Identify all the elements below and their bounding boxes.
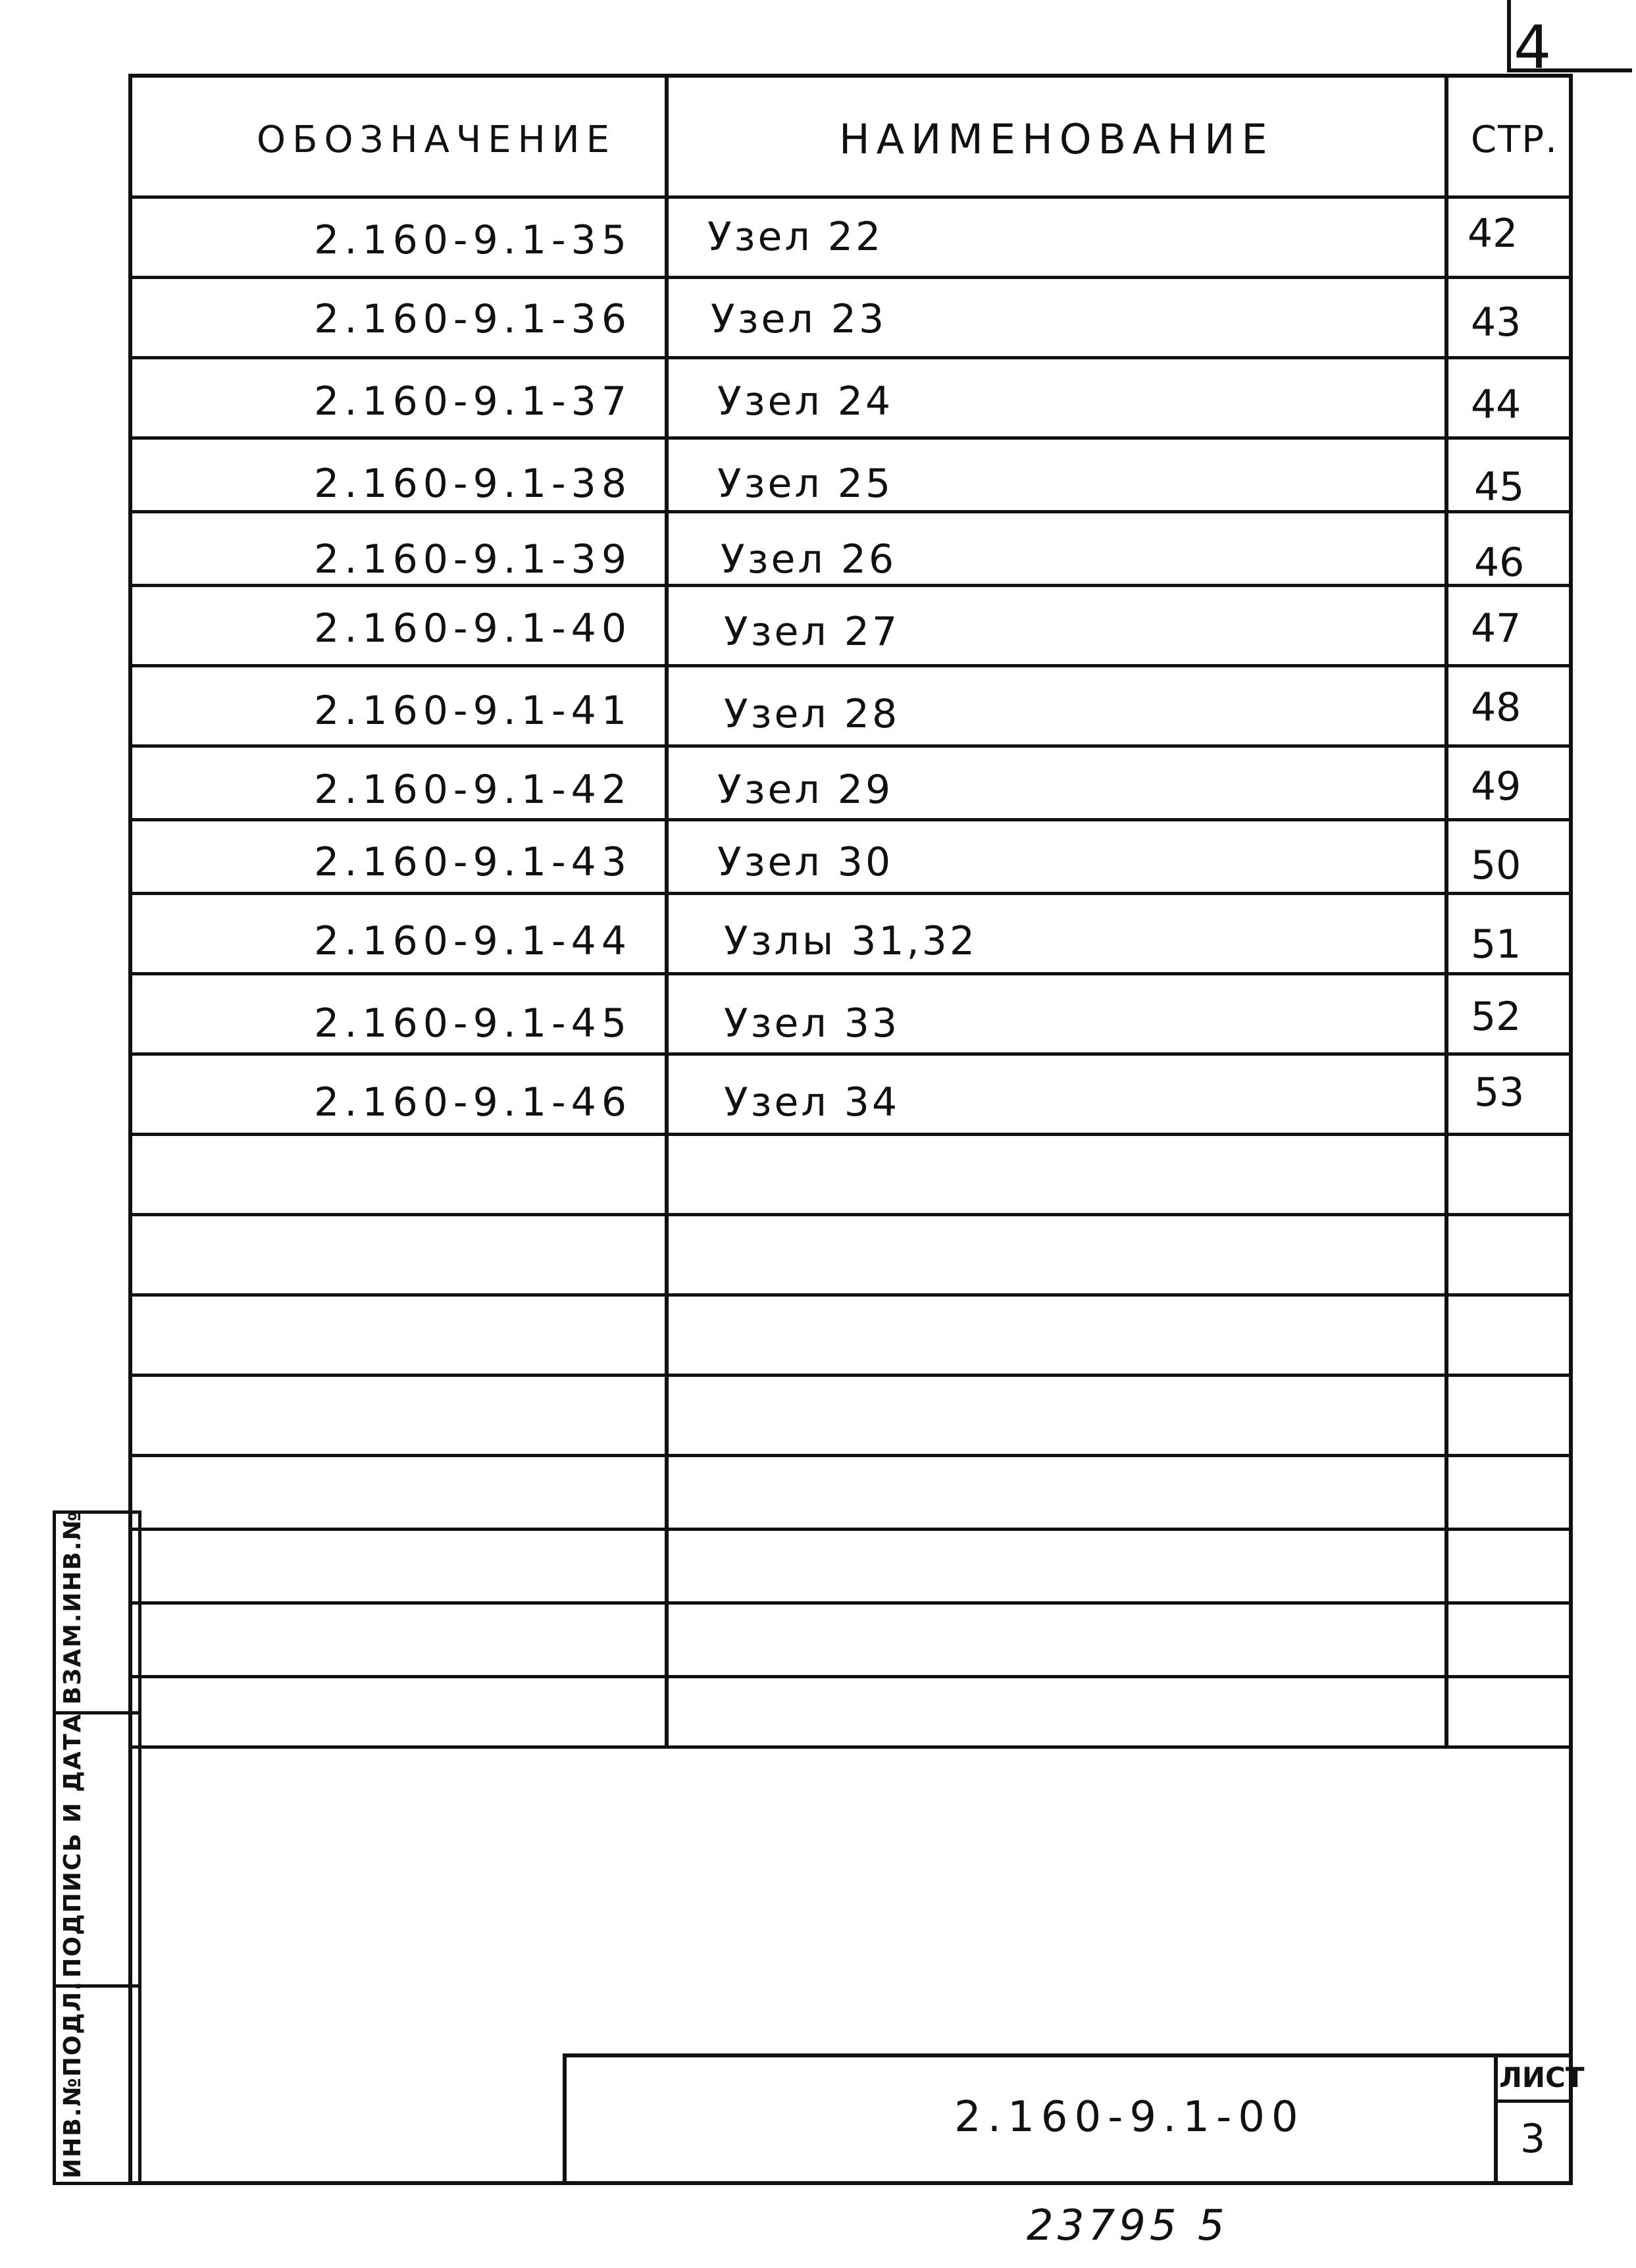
sheet-label: ЛИСТ xyxy=(1499,2061,1585,2094)
row-name: Узел 27 xyxy=(724,609,900,655)
header-name: НАИМЕНОВАНИЕ xyxy=(839,115,1274,163)
row-code: 2.160-9.1-41 xyxy=(314,688,632,734)
row-page: 48 xyxy=(1471,684,1521,731)
row-page: 49 xyxy=(1471,763,1521,810)
table-row-empty xyxy=(128,1136,1573,1216)
row-name: Узел 34 xyxy=(724,1079,900,1125)
row-code: 2.160-9.1-42 xyxy=(314,767,632,813)
row-page: 51 xyxy=(1471,921,1521,967)
document-code: 2.160-9.1-00 xyxy=(954,2093,1305,2142)
row-name: Узел 30 xyxy=(717,839,894,885)
stamp-inv-no-orig: ИНВ.№ПОДЛ. xyxy=(59,1980,86,2178)
row-name: Узел 28 xyxy=(724,691,900,737)
stamp-signature-date: ПОДПИСЬ И ДАТА xyxy=(59,1713,86,1978)
stamp-replaced-inv: ВЗАМ.ИНВ.№ xyxy=(59,1510,86,1705)
header-page: СТР. xyxy=(1471,118,1558,161)
row-code: 2.160-9.1-44 xyxy=(314,918,632,964)
row-name: Узел 25 xyxy=(717,461,894,507)
row-page: 52 xyxy=(1471,994,1521,1040)
row-page: 45 xyxy=(1474,464,1525,510)
sheet-cell-divider xyxy=(1494,2100,1573,2103)
row-name: Узел 33 xyxy=(724,1000,900,1046)
footer-archive-number: 23795 5 xyxy=(1027,2202,1229,2250)
row-name: Узлы 31,32 xyxy=(724,918,978,964)
table-row-empty xyxy=(128,1457,1573,1531)
table-row-empty xyxy=(128,1297,1573,1377)
row-page: 43 xyxy=(1471,299,1521,346)
row-page: 42 xyxy=(1468,211,1518,257)
row-name: Узел 29 xyxy=(717,767,894,813)
row-code: 2.160-9.1-39 xyxy=(314,536,632,582)
row-name: Узел 23 xyxy=(711,296,887,342)
header-designation: ОБОЗНАЧЕНИЕ xyxy=(257,118,617,161)
row-page: 44 xyxy=(1471,382,1521,428)
row-name: Узел 22 xyxy=(707,214,884,260)
row-page: 50 xyxy=(1471,842,1521,889)
row-code: 2.160-9.1-38 xyxy=(314,461,632,507)
page-number-frame xyxy=(1507,0,1511,72)
table-row-empty xyxy=(128,1678,1573,1749)
row-code: 2.160-9.1-36 xyxy=(314,296,632,342)
page-number: 4 xyxy=(1514,13,1552,82)
row-code: 2.160-9.1-40 xyxy=(314,606,632,652)
row-name: Узел 26 xyxy=(721,536,897,582)
row-code: 2.160-9.1-37 xyxy=(314,378,632,425)
table-row-empty xyxy=(128,1216,1573,1297)
row-page: 46 xyxy=(1474,540,1525,586)
row-name: Узел 24 xyxy=(717,378,894,425)
row-code: 2.160-9.1-45 xyxy=(314,1000,632,1046)
row-code: 2.160-9.1-43 xyxy=(314,839,632,885)
row-code: 2.160-9.1-46 xyxy=(314,1079,632,1125)
table-row-empty xyxy=(128,1531,1573,1605)
row-code: 2.160-9.1-35 xyxy=(314,217,632,263)
table-row-empty xyxy=(128,1605,1573,1678)
row-page: 53 xyxy=(1474,1070,1525,1116)
table-row-empty xyxy=(128,1377,1573,1457)
sheet-number: 3 xyxy=(1520,2116,1546,2162)
row-page: 47 xyxy=(1471,606,1521,652)
